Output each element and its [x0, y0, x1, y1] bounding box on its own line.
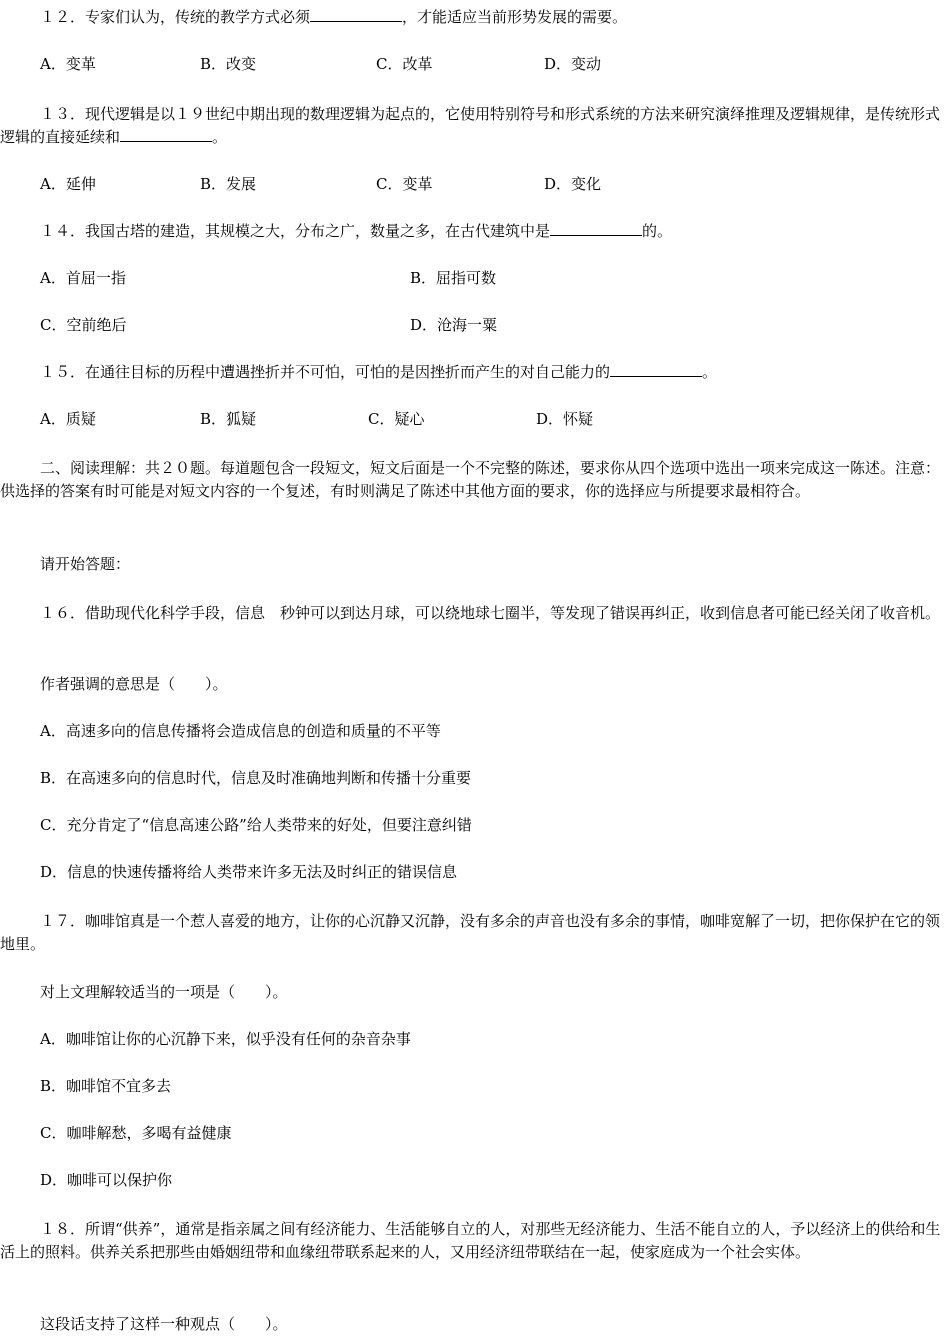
question-15-tail: 。	[702, 363, 718, 381]
q13-option-a: A．延伸	[40, 175, 96, 193]
q14-option-a: A．首屈一指	[40, 269, 126, 287]
section-2-instructions: 二、阅读理解：共２０题。每道题包含一段短文，短文后面是一个不完整的陈述，要求你从四个选项中选出一项来完成这一陈述。注意：供选择的答案有时可能是对短文内容的一个复述，有时则满足了陈述中其他方面的要求，你的选择应与所提要求最相符合。	[0, 459, 941, 500]
q16-option-b: B．在高速多向的信息时代，信息及时准确地判断和传播十分重要	[40, 769, 472, 787]
q15-option-d: D．怀疑	[536, 410, 594, 428]
question-12-text: １２．专家们认为，传统的教学方式必须	[40, 8, 311, 26]
question-13-text: １３．现代逻辑是以１９世纪中期出现的数理逻辑为起点的，它使用特别符号和形式系统的方法来研究演绎推理及逻辑规律，是传统形式逻辑的直接延续和	[0, 105, 941, 146]
question-15	[40, 361, 717, 384]
answer-blank	[120, 126, 212, 142]
question-18-passage: １８．所谓“供养”，通常是指亲属之间有经济能力、生活能够自立的人，对那些无经济能力、生活不能自立的人，予以经济上的供给和生活上的照料。供养关系把那些由婚姻纽带和血缘纽带联系起来的人，又用经济纽带联结在一起，使家庭成为一个社会实体。	[0, 1220, 941, 1261]
answer-blank	[610, 361, 702, 377]
question-12-tail: ，才能适应当前形势发展的需要。	[402, 8, 628, 26]
question-17-stem: 对上文理解较适当的一项是（ ）。	[40, 983, 288, 1001]
q17-option-a: A．咖啡馆让你的心沉静下来，似乎没有任何的杂音杂事	[40, 1030, 411, 1048]
question-18-stem: 这段话支持了这样一种观点（ ）。	[40, 1315, 288, 1333]
question-13	[0, 103, 946, 149]
q13-option-b: B．发展	[200, 175, 257, 193]
q12-option-a: A．变革	[40, 55, 96, 73]
question-16-stem: 作者强调的意思是（ ）。	[40, 675, 228, 693]
question-12	[40, 6, 627, 29]
question-16-passage: １６．借助现代化科学手段，信息 秒钟可以到达月球，可以绕地球七圈半，等发现了错误再纠正，收到信息者可能已经关闭了收音机。	[40, 604, 941, 622]
q14-option-b: B．屈指可数	[410, 269, 497, 287]
q14-option-d: D．沧海一粟	[410, 316, 498, 334]
q17-option-c: C．咖啡解愁，多喝有益健康	[40, 1124, 232, 1142]
q16-option-d: D．信息的快速传播将给人类带来许多无法及时纠正的错误信息	[40, 863, 458, 881]
q12-option-c: C．改革	[376, 55, 433, 73]
q13-option-c: C．变革	[376, 175, 433, 193]
answer-blank	[550, 220, 642, 236]
question-15-text: １５．在通往目标的历程中遭遇挫折并不可怕，可怕的是因挫折而产生的对自己能力的	[40, 363, 611, 381]
q17-option-b: B．咖啡馆不宜多去	[40, 1077, 172, 1095]
answer-blank	[310, 6, 402, 22]
question-14	[40, 220, 672, 243]
q15-option-a: A．质疑	[40, 410, 96, 428]
q12-option-b: B．改变	[200, 55, 257, 73]
q16-option-a: A．高速多向的信息传播将会造成信息的创造和质量的不平等	[40, 722, 441, 740]
q15-option-b: B．狐疑	[200, 410, 257, 428]
q13-option-d: D．变化	[544, 175, 602, 193]
start-prompt: 请开始答题：	[40, 555, 131, 573]
question-14-tail: 的。	[642, 222, 673, 240]
question-13-tail: 。	[212, 128, 228, 146]
q16-option-c: C．充分肯定了“信息高速公路”给人类带来的好处，但要注意纠错	[40, 816, 472, 834]
q12-option-d: D．变动	[544, 55, 602, 73]
q17-option-d: D．咖啡可以保护你	[40, 1171, 173, 1189]
q15-option-c: C．疑心	[368, 410, 425, 428]
question-17-passage: １７．咖啡馆真是一个惹人喜爱的地方，让你的心沉静又沉静，没有多余的声音也没有多余的事情，咖啡宽解了一切，把你保护在它的领地里。	[0, 912, 941, 953]
q14-option-c: C．空前绝后	[40, 316, 127, 334]
question-14-text: １４．我国古塔的建造，其规模之大，分布之广，数量之多，在古代建筑中是	[40, 222, 551, 240]
